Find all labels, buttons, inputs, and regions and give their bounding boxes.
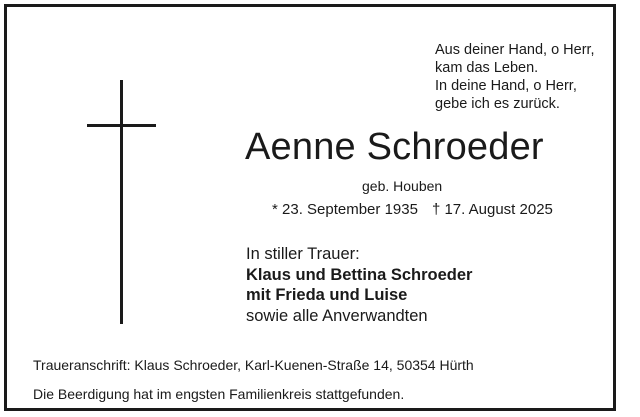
birth-date: * 23. September 1935 [272, 201, 418, 218]
cross-vertical-beam [120, 80, 123, 324]
mourners-primary: Klaus und Bettina Schroeder [246, 265, 473, 284]
obituary-notice [4, 4, 616, 411]
mourning-intro: In stiller Trauer: [246, 245, 360, 263]
mourners-relatives: sowie alle Anverwandten [246, 306, 428, 325]
mourning-address: Traueranschrift: Klaus Schroeder, Karl-Kuenen-Straße 14, 50354 Hürth [33, 357, 474, 373]
mourners-secondary: mit Frieda und Luise [246, 286, 408, 304]
funeral-note: Die Beerdigung hat im engsten Familienkreis stattgefunden. [33, 386, 405, 402]
death-date: † 17. August 2025 [431, 201, 553, 218]
maiden-name: geb. Houben [362, 178, 443, 194]
bible-quote: Aus deiner Hand, o Herr, kam das Leben. In deine Hand, o Herr, gebe ich es zurück. [435, 42, 595, 112]
deceased-name: Aenne Schroeder [245, 126, 544, 168]
life-dates [272, 200, 553, 220]
mourners-block [246, 244, 472, 326]
cross-horizontal-beam [87, 124, 156, 127]
